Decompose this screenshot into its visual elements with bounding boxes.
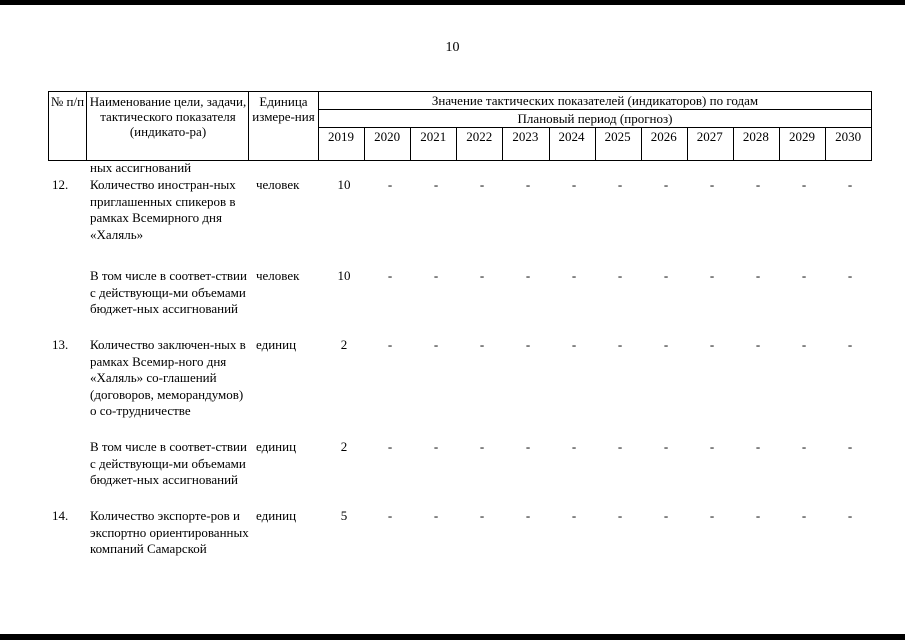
indicator-value: -	[755, 508, 761, 523]
row-number: 13.	[52, 337, 69, 352]
indicator-value: -	[479, 337, 485, 352]
indicator-value: -	[709, 439, 715, 454]
indicator-value: -	[617, 337, 623, 352]
indicator-value: -	[663, 508, 669, 523]
indicator-value: -	[801, 508, 807, 523]
header-number-col: № п/п	[50, 94, 85, 109]
year-header: 2026	[650, 129, 677, 144]
indicator-value: -	[847, 439, 853, 454]
indicator-value: -	[847, 177, 853, 192]
header-name-col: Наименование цели, задачи, тактического показателя (индикато-ра)	[89, 94, 247, 139]
indicator-value: -	[433, 337, 439, 352]
indicator-value: -	[433, 508, 439, 523]
indicator-value: -	[525, 177, 531, 192]
indicator-value: -	[709, 508, 715, 523]
indicator-value: -	[525, 508, 531, 523]
header-plan-period: Плановый период (прогноз)	[517, 111, 673, 126]
header-unit-col: Единица измере-ния	[252, 94, 315, 124]
indicator-value: -	[755, 268, 761, 283]
row-number: 12.	[52, 177, 69, 192]
indicator-value: -	[571, 177, 577, 192]
indicator-value: -	[663, 268, 669, 283]
indicator-value: -	[755, 439, 761, 454]
year-header: 2029	[789, 129, 815, 144]
year-header: 2025	[604, 129, 631, 144]
unit-of-measure: единиц	[256, 337, 297, 352]
year-header: 2027	[696, 129, 723, 144]
indicator-value: -	[525, 439, 531, 454]
indicator-value: -	[709, 337, 715, 352]
indicator-value: 2	[340, 439, 348, 454]
indicator-value: -	[663, 177, 669, 192]
indicator-value: -	[433, 439, 439, 454]
indicator-value: -	[801, 439, 807, 454]
indicator-value: -	[387, 508, 393, 523]
page-number: 10	[445, 40, 460, 55]
indicator-value: -	[801, 177, 807, 192]
indicator-value: -	[387, 337, 393, 352]
row-number: 14.	[52, 508, 69, 523]
indicator-value: 5	[340, 508, 348, 523]
indicator-value: 2	[340, 337, 348, 352]
header-rule	[318, 109, 871, 110]
year-header: 2021	[420, 129, 447, 144]
indicator-value: -	[479, 268, 485, 283]
bottom-border	[0, 634, 905, 640]
indicator-value: -	[433, 268, 439, 283]
indicator-name: В том числе в соответ-ствии с действующи-ми объемами бюджет-ных ассигнований	[90, 268, 247, 317]
unit-of-measure: единиц	[256, 508, 297, 523]
indicator-value: -	[571, 439, 577, 454]
indicator-value: -	[387, 177, 393, 192]
year-header: 2020	[374, 129, 401, 144]
indicator-value: -	[387, 268, 393, 283]
unit-of-measure: человек	[256, 177, 300, 192]
indicator-value: -	[433, 177, 439, 192]
year-header: 2028	[742, 129, 769, 144]
indicator-name: Количество экспорте-ров и экспортно ориентированных компаний Самарской	[90, 508, 249, 557]
indicator-value: -	[617, 268, 623, 283]
indicator-value: -	[709, 177, 715, 192]
indicator-value: -	[571, 337, 577, 352]
header-values-title: Значение тактических показателей (индикаторов) по годам	[431, 93, 759, 108]
indicator-value: -	[479, 177, 485, 192]
indicator-value: -	[663, 439, 669, 454]
indicator-name: В том числе в соответ-ствии с действующи-ми объемами бюджет-ных ассигнований	[90, 439, 247, 488]
indicator-value: -	[801, 337, 807, 352]
indicator-value: -	[387, 439, 393, 454]
indicator-value: -	[801, 268, 807, 283]
continuation-text: ных ассигнований	[90, 160, 192, 175]
indicator-value: -	[709, 268, 715, 283]
year-header: 2024	[558, 129, 585, 144]
top-border	[0, 0, 905, 5]
indicator-value: -	[847, 508, 853, 523]
indicator-name: Количество заключен-ных в рамках Всемир-ного дня «Халяль» со-глашений (договоров, меморандумов) о со-трудничестве	[90, 337, 246, 419]
header-divider	[86, 92, 87, 160]
indicator-value: -	[847, 337, 853, 352]
unit-of-measure: человек	[256, 268, 300, 283]
indicator-value: -	[755, 177, 761, 192]
year-header: 2030	[835, 129, 862, 144]
indicator-value: -	[847, 268, 853, 283]
indicator-value: -	[525, 268, 531, 283]
table-header	[48, 91, 872, 161]
indicator-value: -	[479, 508, 485, 523]
indicator-value: -	[571, 268, 577, 283]
indicator-value: -	[479, 439, 485, 454]
indicator-value: -	[571, 508, 577, 523]
indicator-value: -	[617, 508, 623, 523]
year-header: 2019	[328, 129, 354, 144]
year-header: 2022	[466, 129, 493, 144]
unit-of-measure: единиц	[256, 439, 297, 454]
indicator-value: -	[617, 177, 623, 192]
indicator-value: -	[663, 337, 669, 352]
year-header: 2023	[512, 129, 539, 144]
indicator-name: Количество иностран-ных приглашенных спикеров в рамках Всемирного дня «Халяль»	[90, 177, 236, 242]
indicator-value: -	[755, 337, 761, 352]
indicator-value: 10	[337, 268, 351, 283]
indicator-value: -	[617, 439, 623, 454]
indicator-value: -	[525, 337, 531, 352]
indicator-value: 10	[337, 177, 351, 192]
